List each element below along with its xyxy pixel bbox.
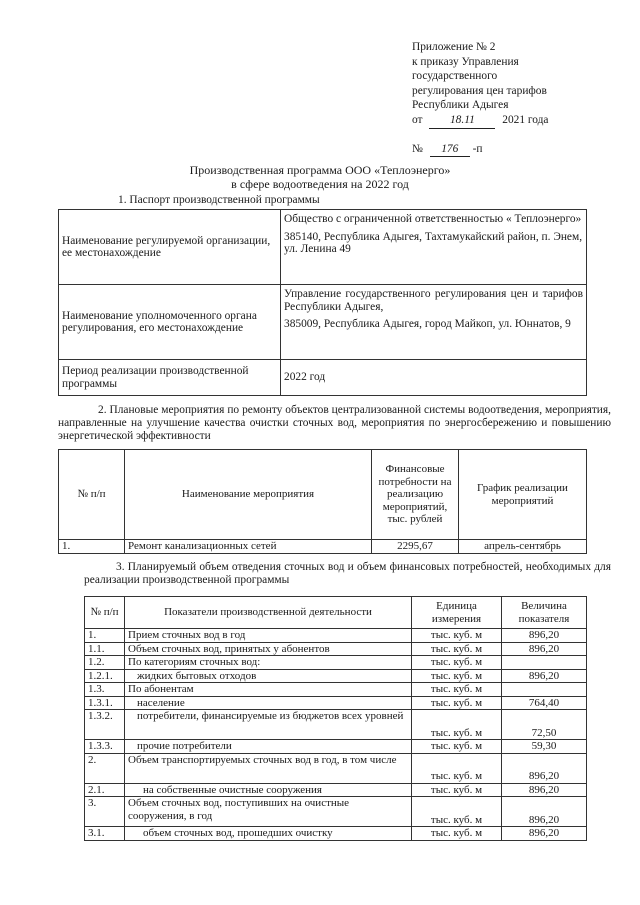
passport-value: 2022 год (281, 360, 587, 396)
table-row (85, 753, 587, 783)
header-indicator: Показатели производственной деятельности (125, 597, 412, 629)
table-row (85, 669, 587, 683)
table-row (85, 827, 587, 841)
passport-value (281, 210, 587, 285)
header-num: № п/п (59, 450, 125, 540)
indicators-table (84, 596, 587, 841)
passport-table (58, 209, 587, 396)
passport-value (281, 285, 587, 360)
table-row (85, 710, 587, 740)
cell-value: 896,20 (502, 753, 587, 783)
cell-num: 1.3. (85, 683, 125, 697)
section3-heading: 3. Планируемый объем отведения сточных вод и объем финансовых потребностей, необходимых для реализации производственной программы (84, 561, 611, 586)
cell-value (502, 683, 587, 697)
number-suffix: -п (472, 142, 483, 155)
cell-value: 896,20 (502, 797, 587, 827)
value-line: 385009, Республика Адыгея, город Майкоп, ул. Юннатов, 9 (284, 318, 571, 330)
table-row (85, 642, 587, 656)
appendix-line: Приложение № 2 (412, 41, 496, 53)
cell-unit: тыс. куб. м (412, 753, 502, 783)
cell-unit: тыс. куб. м (412, 827, 502, 841)
cell-value: 896,20 (502, 629, 587, 643)
header-num: № п/п (85, 597, 125, 629)
cell-unit: тыс. куб. м (412, 797, 502, 827)
table-row (59, 210, 587, 285)
header-value: Величина показателя (502, 597, 587, 629)
number-prefix: № (412, 142, 423, 155)
passport-label: Наименование уполномоченного органа регулирования, его местонахождение (59, 285, 281, 360)
cell-num: 1.2. (85, 656, 125, 670)
cell-indicator: на собственные очистные сооружения (125, 783, 412, 797)
cell-unit: тыс. куб. м (412, 696, 502, 710)
date-prefix: от (412, 113, 423, 126)
cell-finance: 2295,67 (372, 540, 459, 554)
cell-indicator: Объем транспортируемых сточных вод в год, в том числе (125, 753, 412, 783)
section1-heading: 1. Паспорт производственной программы (118, 194, 320, 206)
cell-num: 3. (85, 797, 125, 827)
appendix-number (412, 142, 612, 158)
table-row (85, 683, 587, 697)
cell-indicator: Объем сточных вод, принятых у абонентов (125, 642, 412, 656)
cell-indicator: Прием сточных вод в год (125, 629, 412, 643)
cell-value: 59,30 (502, 740, 587, 754)
title-line: Производственная программа ООО «Теплоэнерго» (189, 163, 451, 177)
cell-value: 764,40 (502, 696, 587, 710)
cell-unit: тыс. куб. м (412, 656, 502, 670)
handwritten-date: 18.11 (429, 113, 495, 129)
table-header-row (59, 450, 587, 540)
cell-unit: тыс. куб. м (412, 683, 502, 697)
header-unit: Единица измерения (412, 597, 502, 629)
cell-num: 1.2.1. (85, 669, 125, 683)
cell-indicator: По абонентам (125, 683, 412, 697)
value-line: 385140, Республика Адыгея, Тахтамукайский район, п. Энем, ул. Ленина 49 (284, 230, 583, 255)
cell-num: 3.1. (85, 827, 125, 841)
cell-value: 896,20 (502, 783, 587, 797)
cell-unit: тыс. куб. м (412, 669, 502, 683)
cell-num: 1. (85, 629, 125, 643)
table-row (85, 797, 587, 827)
cell-indicator: Объем сточных вод, поступивших на очистные сооружения, в год (125, 797, 412, 827)
cell-indicator: объем сточных вод, прошедших очистку (125, 827, 412, 841)
table-row (59, 360, 587, 396)
table-row (85, 629, 587, 643)
appendix-line: Республики Адыгея (412, 99, 509, 112)
measures-table (58, 449, 587, 554)
cell-schedule: апрель-сентябрь (459, 540, 587, 554)
cell-name: Ремонт канализационных сетей (125, 540, 372, 554)
cell-value (502, 656, 587, 670)
cell-unit: тыс. куб. м (412, 740, 502, 754)
cell-indicator: По категориям сточных вод: (125, 656, 412, 670)
title-line: в сфере водоотведения на 2022 год (231, 177, 409, 191)
section2-heading: 2. Плановые мероприятия по ремонту объектов централизованной системы водоотведения, мероприятия, направленные на улучшение качества очистки сточных вод, мероприятия по энергосбережению и повышению энергетической эффективности (58, 404, 611, 442)
table-header-row (85, 597, 587, 629)
table-row (59, 285, 587, 360)
cell-num: 2.1. (85, 783, 125, 797)
appendix-line: к приказу Управления (412, 55, 519, 68)
passport-label: Наименование регулируемой организации, ее местонахождение (59, 210, 281, 285)
cell-num: 1.3.2. (85, 710, 125, 740)
cell-value: 896,20 (502, 827, 587, 841)
appendix-date (412, 113, 612, 129)
cell-unit: тыс. куб. м (412, 629, 502, 643)
table-row (85, 656, 587, 670)
table-row (59, 540, 587, 554)
cell-num: 1.3.1. (85, 696, 125, 710)
handwritten-number: 176 (430, 142, 470, 158)
cell-indicator: потребители, финансируемые из бюджетов всех уровней (125, 710, 412, 740)
cell-indicator: жидких бытовых отходов (125, 669, 412, 683)
cell-value: 896,20 (502, 642, 587, 656)
cell-unit: тыс. куб. м (412, 710, 502, 740)
cell-num: 1.3.3. (85, 740, 125, 754)
value-line: Управление государственного регулирования цен и тарифов Республики Адыгея, (284, 288, 583, 313)
cell-unit: тыс. куб. м (412, 783, 502, 797)
cell-value: 896,20 (502, 669, 587, 683)
cell-indicator: население (125, 696, 412, 710)
appendix-header (412, 40, 612, 157)
appendix-line: государственного (412, 70, 498, 83)
header-finance: Финансовые потребности на реализацию мероприятий, тыс. рублей (372, 450, 459, 540)
passport-label: Период реализации производственной программы (59, 360, 281, 396)
header-name: Наименование мероприятия (125, 450, 372, 540)
date-suffix: 2021 года (502, 113, 549, 126)
cell-indicator: прочие потребители (125, 740, 412, 754)
header-schedule: График реализации мероприятий (459, 450, 587, 540)
cell-unit: тыс. куб. м (412, 642, 502, 656)
document-title (0, 163, 640, 191)
table-row (85, 740, 587, 754)
appendix-line: регулирования цен тарифов (412, 84, 547, 97)
cell-num: 1. (59, 540, 125, 554)
cell-num: 1.1. (85, 642, 125, 656)
table-row (85, 696, 587, 710)
value-line: Общество с ограниченной ответственностью « Теплоэнерго» (284, 213, 582, 225)
table-row (85, 783, 587, 797)
cell-num: 2. (85, 753, 125, 783)
cell-value: 72,50 (502, 710, 587, 740)
